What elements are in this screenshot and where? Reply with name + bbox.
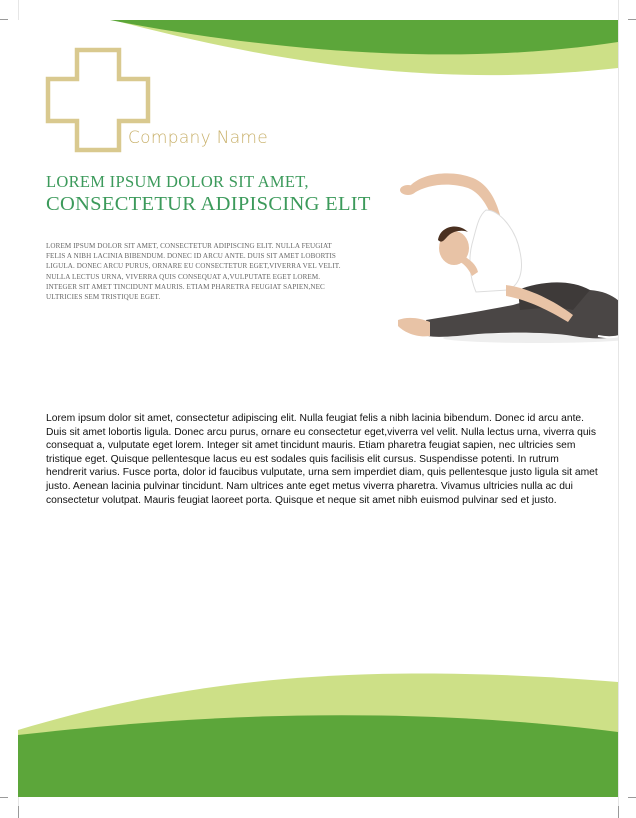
flyer-page [18,20,618,797]
crop-mark [628,19,636,20]
page-edge-right [618,0,619,818]
headline-line-1: LOREM IPSUM DOLOR SIT AMET, [46,172,309,191]
crop-mark [0,19,8,20]
crop-mark [628,797,636,798]
crop-mark [18,806,19,818]
crop-mark [618,806,619,818]
headline [46,172,371,216]
body-paragraph: Lorem ipsum dolor sit amet, consectetur adipiscing elit. Nulla feugiat felis a nibh lacinia bibendum. Donec id arcu ante. Duis sit amet lobortis ligula. Donec arcu purus, ornare eu consectetur eget,viverra vel velit. Nulla lectus urna, viverra quis consequat a, vulputate eget lorem. Integer sit amet tincidunt mauris. Etiam pharetra feugiat sapien, nec ultricies sem tristique eget. Quisque pellentesque lacus eu est sodales quis facilisis elit cursus. Suspendisse potenti. In rutrum hendrerit varius. Fusce porta, dolor id faucibus vulputate, urna sem imperdiet diam, quis pellentesque justo ligula sit amet justo. Aenean lacinia pulvinar tincidunt. Nam ultrices ante eget metus viverra pharetra. Vivamus ultricies nulla ac dui consectetur volutpat. Mauris feugiat laoreet porta. Quisque et neque sit amet nibh euismod pulvinar sed et justo. [46,413,598,506]
intro-paragraph: LOREM IPSUM DOLOR SIT AMET, CONSECTETUR ADIPISCING ELIT. NULLA FEUGIAT FELIS A NIBH LACINIA BIBENDUM. DONEC ID ARCU ANTE. DUIS SIT AMET LOBORTIS LIGULA. DONEC ARCU PURUS, ORNARE EU CONSECTETUR EGET,VIVERRA VEL VELIT. NULLA LECTUS URNA, VIVERRA QUIS CONSEQUAT A,VULPUTATE EGET LOREM. INTEGER SIT AMET TINCIDUNT MAURIS. ETIAM PHARETRA FEUGIAT SAPIEN,NEC ULTRICIES SEM TRISTIQUE EGET. [46,242,341,302]
headline-line-2: CONSECTETUR ADIPISCING ELIT [46,193,371,215]
stretching-woman-photo [368,160,618,345]
crop-mark [0,797,8,798]
company-name: Company Name [128,128,269,148]
bottom-wave-decoration [18,660,618,797]
